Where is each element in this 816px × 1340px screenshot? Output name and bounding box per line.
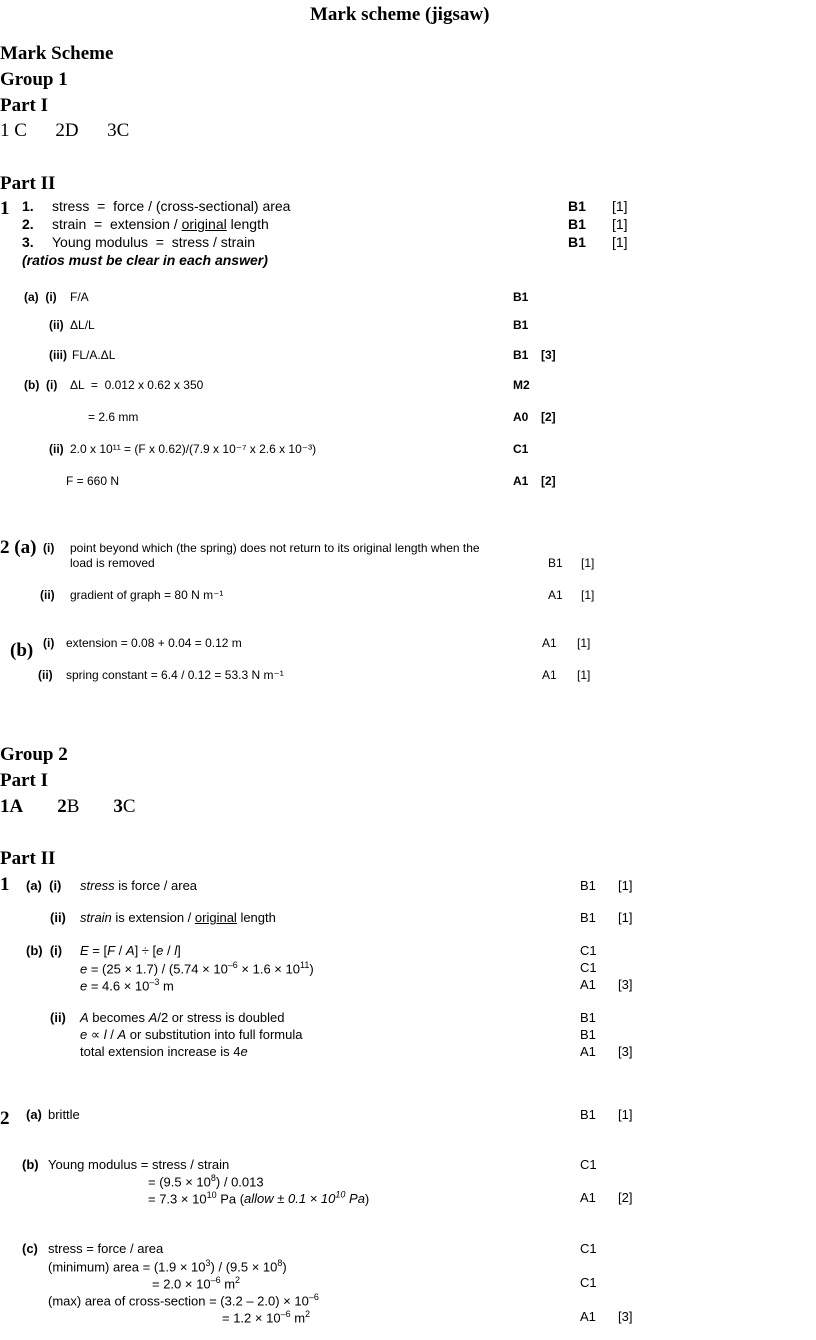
row-label: (a) (i)	[24, 290, 57, 304]
row-mark: B1	[548, 556, 563, 570]
row-mark: A1	[542, 668, 557, 682]
row-text: FL/A.ΔL	[72, 348, 116, 362]
row-label: (b) (i)	[26, 943, 63, 958]
row-label: (ii)	[49, 318, 64, 332]
row-label: (i)	[43, 541, 55, 555]
row-text: point beyond which (the spring) does not return to its original length when the	[70, 541, 480, 555]
group1-heading: Group 1	[0, 69, 68, 90]
row-text: Young modulus = stress / strain	[48, 1157, 230, 1172]
row-mark: C1	[580, 1157, 597, 1172]
row-mark: A1	[580, 1309, 596, 1324]
row-mark: A1	[580, 1190, 596, 1205]
row-text: stress = force / area	[48, 1241, 164, 1256]
row-label: (ii)	[50, 1010, 66, 1025]
row-total: [3]	[618, 1044, 633, 1059]
underlined-word: original	[181, 216, 227, 232]
row-text: ΔL = 0.012 x 0.62 x 350	[70, 378, 204, 392]
row-text: spring constant = 6.4 / 0.12 = 53.3 N m⁻¹	[66, 668, 284, 682]
group2-part2-heading: Part II	[0, 848, 56, 869]
row-text: = $7.3 \times 10^{10}$ Pa (allow ± $0.1 \times 10^{10}$ Pa)	[148, 1190, 370, 1207]
row-text: = $1.2 \times 10^{-6}$ $m^2$	[222, 1309, 311, 1326]
row-label: (c)	[22, 1241, 38, 1256]
row-label: (iii)	[49, 348, 67, 362]
row-total: [1]	[618, 910, 633, 925]
row-total: [2]	[618, 1190, 633, 1205]
row-text: strain is extension / original length	[80, 910, 276, 925]
row-total: [1]	[581, 556, 595, 570]
def-mark: B1	[568, 234, 586, 250]
group2-part1-heading: Part I	[0, 770, 49, 791]
row-text: extension = 0.08 + 0.04 = 0.12 m	[66, 636, 242, 650]
row-text: $e = 4.6 \times 10^{-3}$ m	[80, 977, 174, 994]
group2-part1-answers: 1A 2B 3C	[0, 796, 136, 817]
def-text: stress = force / (cross-sectional) area	[52, 198, 291, 214]
row-total: [3]	[618, 1309, 633, 1324]
row-text: = 2.6 mm	[88, 410, 139, 424]
row-text: ΔL/L	[70, 318, 95, 332]
row-text: 2.0 x 10¹¹ = (F x 0.62)/(7.9 x 10⁻⁷ x 2.6 x 10⁻³)	[70, 442, 317, 456]
row-text: A becomes A/2 or stress is doubled	[80, 1010, 285, 1025]
row-mark: B1	[513, 290, 529, 304]
row-text: = $(9.5 \times 10^8) / 0.013$	[148, 1173, 264, 1190]
row-mark: C1	[580, 960, 597, 975]
def-mark: B1	[568, 198, 586, 214]
group2-heading: Group 2	[0, 744, 68, 765]
row-mark: B1	[580, 1010, 596, 1025]
row-mark: B1	[580, 910, 596, 925]
row-label: (a) (i)	[26, 878, 62, 893]
def-total: [1]	[612, 216, 628, 232]
row-text: stress is force / area	[80, 878, 198, 893]
row-label: (ii)	[40, 588, 55, 602]
row-total: [2]	[541, 474, 556, 488]
row-text: F = 660 N	[66, 474, 120, 488]
row-total: [3]	[541, 348, 556, 362]
row-mark: A0	[513, 410, 529, 424]
row-total: [1]	[581, 588, 595, 602]
row-total: [3]	[618, 977, 633, 992]
row-text: (max) area of cross-section = $(3.2 - 2.0) \times 10^{-6}$	[48, 1292, 319, 1309]
def-mark: B1	[568, 216, 586, 232]
def-total: [1]	[612, 234, 628, 250]
row-label: (b) (i)	[24, 378, 58, 392]
def-number: 2.	[22, 216, 34, 232]
row-mark: B1	[580, 878, 596, 893]
row-total: [1]	[618, 1107, 633, 1122]
page-title: Mark scheme (jigsaw)	[310, 4, 490, 25]
row-text: F/A	[70, 290, 89, 304]
row-text: $e = (25 \times 1.7) / (5.74 \times 10^{-6} \times 1.6 \times 10^{11})$	[80, 960, 314, 977]
group1-part2-heading: Part II	[0, 173, 56, 194]
row-mark: B1	[513, 318, 529, 332]
g1-q2-number: 2 (a)	[0, 537, 37, 558]
g1-q2-part-b-label: (b)	[10, 640, 34, 661]
row-total: [2]	[541, 410, 556, 424]
def-number: 1.	[22, 198, 34, 214]
row-mark: A1	[580, 977, 596, 992]
g1-q1-number: 1	[0, 198, 10, 219]
row-text: (minimum) area = $(1.9 \times 10^3) / (9.5 \times 10^8)$	[48, 1258, 287, 1275]
row-mark: C1	[580, 943, 597, 958]
row-text: e ∝ l / A or substitution into full formula	[80, 1027, 303, 1042]
ratios-note: (ratios must be clear in each answer)	[22, 252, 268, 268]
mark-scheme-heading: Mark Scheme	[0, 43, 114, 64]
row-mark: B1	[580, 1107, 596, 1122]
def-number: 3.	[22, 234, 34, 250]
row-total: [1]	[577, 636, 591, 650]
row-label: (ii)	[49, 442, 64, 456]
g2-q2-number: 2	[0, 1108, 10, 1129]
row-mark: B1	[580, 1027, 596, 1042]
row-text: gradient of graph = 80 N m⁻¹	[70, 588, 224, 602]
row-label: (a)	[26, 1107, 42, 1122]
row-label: (ii)	[50, 910, 66, 925]
row-label: (i)	[43, 636, 55, 650]
def-total: [1]	[612, 198, 628, 214]
row-text: load is removed	[70, 556, 155, 570]
row-text: total extension increase is 4e	[80, 1044, 248, 1059]
g2-q1-number: 1	[0, 874, 10, 895]
row-mark: M2	[513, 378, 530, 392]
row-mark: C1	[513, 442, 529, 456]
row-mark: C1	[580, 1275, 597, 1290]
row-label: (b)	[22, 1157, 39, 1172]
def-text: Young modulus = stress / strain	[52, 234, 255, 250]
row-text: brittle	[48, 1107, 80, 1122]
row-label: (ii)	[38, 668, 53, 682]
row-text: = $2.0 \times 10^{-6}$ $m^2$	[152, 1275, 241, 1292]
group1-part1-heading: Part I	[0, 95, 49, 116]
row-mark: A1	[542, 636, 557, 650]
row-total: [1]	[577, 668, 591, 682]
group1-part1-answers: 1 C 2D 3C	[0, 120, 130, 141]
row-mark: A1	[580, 1044, 596, 1059]
row-text: E = [F / A] ÷ [e / l]	[80, 943, 181, 958]
row-total: [1]	[618, 878, 633, 893]
row-mark: C1	[580, 1241, 597, 1256]
row-mark: A1	[513, 474, 529, 488]
row-mark: A1	[548, 588, 563, 602]
row-mark: B1	[513, 348, 529, 362]
def-text: strain = extension / original length	[52, 216, 269, 232]
